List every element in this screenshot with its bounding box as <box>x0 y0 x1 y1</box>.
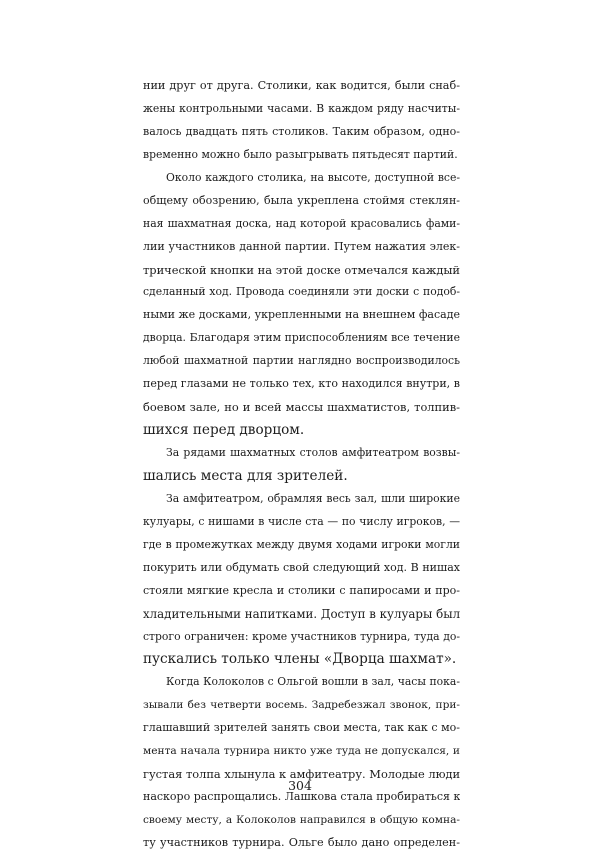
text-line: жены контрольными часами. В каждом ряду насчиты- <box>143 101 460 115</box>
text-line: перед глазами не только тех, кто находился внутри, в <box>143 377 460 391</box>
text-line: нии друг от друга. Столики, как водится, были снаб- <box>143 79 460 92</box>
text-line: валось двадцать пять столиков. Таким образом, одно- <box>143 124 460 138</box>
text-line: пускались только члены «Дворца шахмат». <box>143 651 457 668</box>
text-line: ными же досками, укрепленными на внешнем фасаде <box>143 308 460 322</box>
text-line: зывали без четверти восемь. Задребезжал звонок, при- <box>143 699 460 712</box>
text-line: трической кнопки на этой доске отмечался каждый <box>143 262 460 277</box>
text-line: За амфитеатром, обрамляя весь зал, шли широкие <box>166 491 460 505</box>
page-number: 304 <box>288 778 312 793</box>
text-line: боевом зале, но и всей массы шахматистов, толпив- <box>143 400 460 415</box>
text-line: лии участников данной партии. Путем нажатия элек- <box>143 239 460 253</box>
text-line: строго ограничен: кроме участников турнира, туда до- <box>143 629 460 643</box>
text-line: временно можно было разыгрывать пятьдесят партий. <box>143 147 458 161</box>
text-line: стояли мягкие кресла и столики с папиросами и про- <box>143 583 460 597</box>
text-line: покурить или обдумать свой следующий ход. В нишах <box>143 560 460 574</box>
text-line: кулуары, с нишами в числе ста — по числу игроков, — <box>143 514 460 528</box>
text-line: шихся перед дворцом. <box>143 422 305 439</box>
text-line: любой шахматной партии наглядно воспроизводилось <box>143 354 460 368</box>
text-line: наскоро распрощались. Лашкова стала пробираться к <box>143 790 460 804</box>
text-line: ная шахматная доска, над которой красовались фами- <box>143 216 460 230</box>
text-line: Когда Колоколов с Ольгой вошли в зал, часы пока- <box>166 675 460 689</box>
text-line: За рядами шахматных столов амфитеатром возвы- <box>166 446 460 459</box>
text-line: общему обозрению, была укреплена стоймя стеклян- <box>143 193 460 207</box>
text-line: хладительными напитками. Доступ в кулуары был <box>143 606 460 621</box>
text-line: густая толпа хлынула к амфитеатру. Молодые люди <box>143 767 460 782</box>
text-line: Около каждого столика, на высоте, доступной все- <box>166 170 460 184</box>
text-line: своему месту, а Колоколов направился в общую комна- <box>143 814 460 826</box>
text-line: ту участников турнира. Ольге было дано определен- <box>143 835 460 849</box>
text-line: сделанный ход. Провода соединяли эти доски с подоб- <box>143 285 460 299</box>
text-line: дворца. Благодаря этим приспособлениям все течение <box>143 331 460 345</box>
text-line: мента начала турнира никто уже туда не допускался, и <box>143 745 460 758</box>
text-line: где в промежутках между двумя ходами игроки могли <box>143 537 460 551</box>
body-text <box>143 75 460 855</box>
text-line: шались места для зрителей. <box>143 467 348 484</box>
text-line: глашавший зрителей занять свои места, так как с мо- <box>143 721 460 735</box>
